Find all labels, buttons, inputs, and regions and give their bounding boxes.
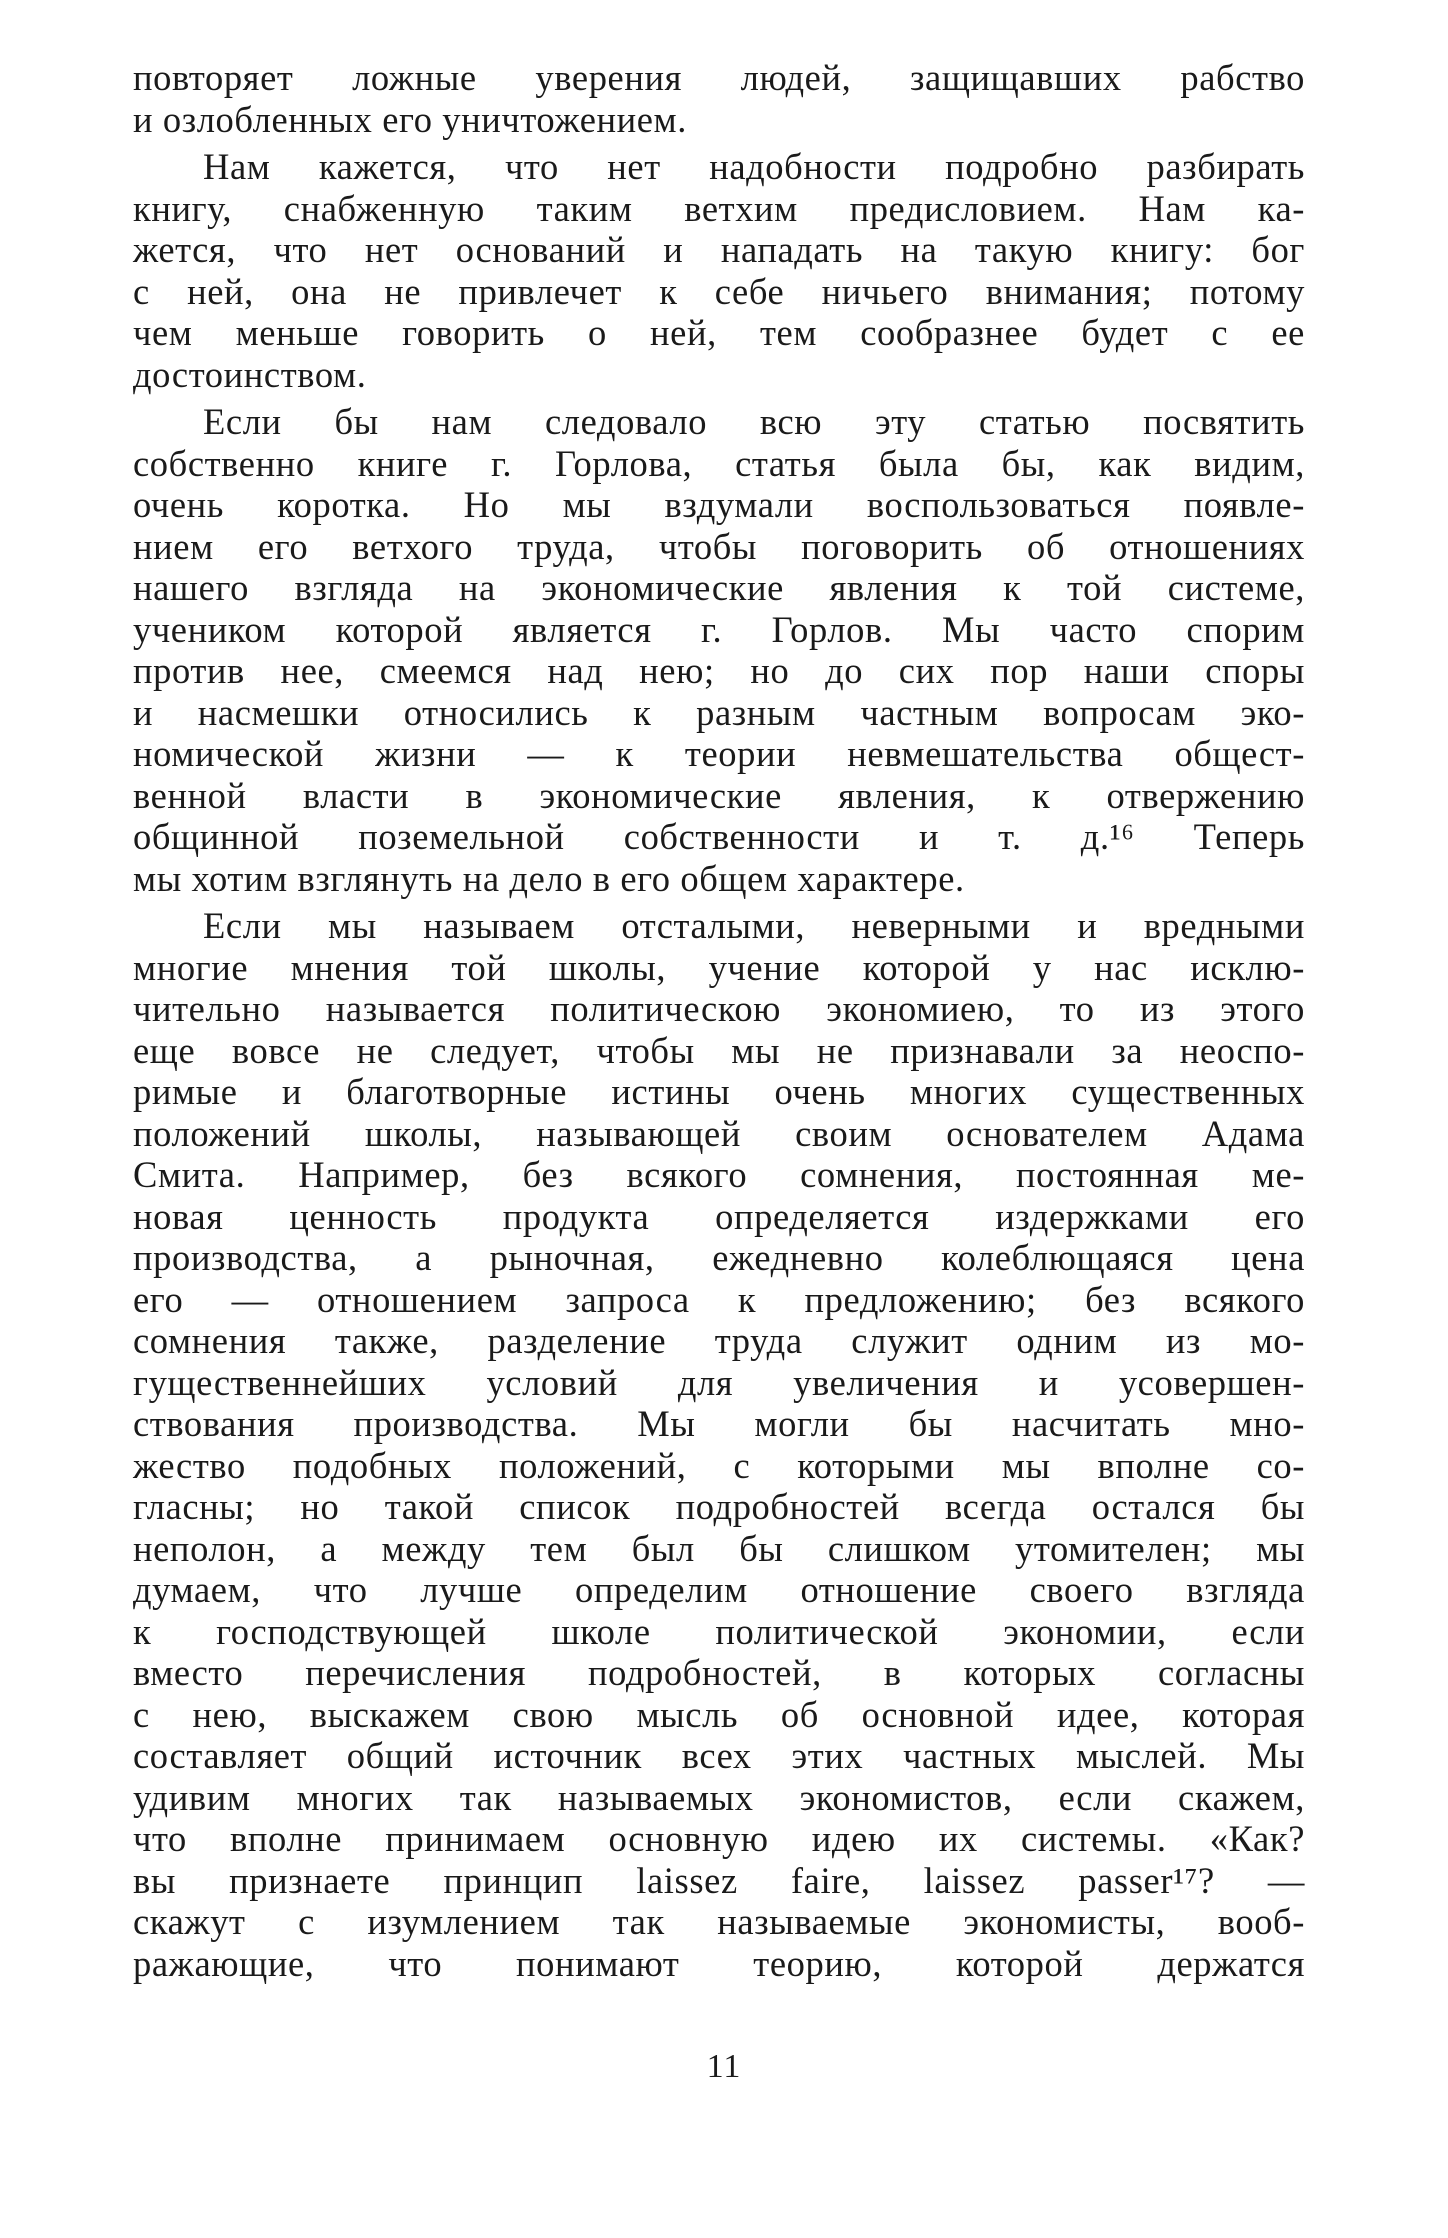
paragraph [133, 57, 1305, 140]
text-line: номической жизни — к теории невмешательства общест- [133, 733, 1305, 774]
text-line: очень коротка. Но мы вздумали воспользоваться появле- [133, 484, 1305, 525]
text-line: собственно книге г. Горлова, статья была бы, как видим, [133, 442, 1305, 484]
text-line: Смита. Например, без всякого сомнения, постоянная ме- [133, 1154, 1305, 1195]
text-line: положений школы, называющей своим основателем Адама [133, 1112, 1305, 1154]
text-line: нашего взгляда на экономические явления к той системе, [133, 567, 1305, 608]
text-line: гласны; но такой список подробностей всегда остался бы [133, 1486, 1305, 1527]
text-line: гущественнейших условий для увеличения и усовершен- [133, 1361, 1305, 1403]
paragraph [133, 146, 1305, 395]
text-line: с нею, выскажем свою мысль об основной идее, которая [133, 1693, 1305, 1735]
text-line: составляет общий источник всех этих частных мыслей. Мы [133, 1735, 1305, 1776]
text-line: общинной поземельной собственности и т. д.¹⁶ Теперь [133, 816, 1305, 857]
text-line: чем меньше говорить о ней, тем сообразнее будет с ее [133, 312, 1305, 353]
text-line: его — отношением запроса к предложению; без всякого [133, 1278, 1305, 1320]
text-line: скажут с изумлением так называемые экономисты, вооб- [133, 1901, 1305, 1942]
text-line: вместо перечисления подробностей, в которых согласны [133, 1652, 1305, 1693]
text-line: жество подобных положений, с которыми мы вполне со- [133, 1444, 1305, 1486]
text-line: мы хотим взглянуть на дело в его общем характере. [133, 857, 965, 899]
text-line: вы признаете принцип laissez faire, laissez passer¹⁷? — [133, 1859, 1305, 1901]
text-line: чительно называется политическою экономиею, то из этого [133, 988, 1305, 1029]
paragraph [133, 905, 1305, 1984]
text-line: неполон, а между тем был бы слишком утомителен; мы [133, 1527, 1305, 1569]
text-line: жется, что нет оснований и нападать на такую книгу: бог [133, 229, 1305, 270]
text-line: производства, а рыночная, ежедневно колеблющаяся цена [133, 1237, 1305, 1278]
text-line: новая ценность продукта определяется издержками его [133, 1195, 1305, 1237]
text-line: ражающие, что понимают теорию, которой держатся [133, 1942, 1305, 1984]
page-body [133, 57, 1305, 1984]
text-line: сомнения также, разделение труда служит одним из мо- [133, 1320, 1305, 1361]
paragraph [133, 401, 1305, 899]
text-line: многие мнения той школы, учение которой у нас исклю- [133, 946, 1305, 988]
text-line: достоинством. [133, 353, 367, 395]
text-line: еще вовсе не следует, чтобы мы не признавали за неоспо- [133, 1029, 1305, 1071]
page-number: 11 [706, 2048, 742, 2085]
text-line: удивим многих так называемых экономистов, если скажем, [133, 1776, 1305, 1818]
text-line: и озлобленных его уничтожением. [133, 98, 687, 140]
text-line: Если бы нам следовало всю эту статью посвятить [203, 401, 1305, 442]
text-line: к господствующей школе политической экономии, если [133, 1610, 1305, 1652]
text-line: римые и благотворные истины очень многих существенных [133, 1071, 1305, 1112]
text-line: венной власти в экономические явления, к отвержению [133, 774, 1305, 816]
text-line: и насмешки относились к разным частным вопросам эко- [133, 691, 1305, 733]
text-line: Нам кажется, что нет надобности подробно разбирать [203, 146, 1305, 187]
text-line: ствования производства. Мы могли бы насчитать мно- [133, 1403, 1305, 1444]
text-line: с ней, она не привлечет к себе ничьего внимания; потому [133, 270, 1305, 312]
text-line: книгу, снабженную таким ветхим предисловием. Нам ка- [133, 187, 1305, 229]
text-line: думаем, что лучше определим отношение своего взгляда [133, 1569, 1305, 1610]
text-line: что вполне принимаем основную идею их системы. «Как? [133, 1818, 1305, 1859]
text-line: повторяет ложные уверения людей, защищавших рабство [133, 57, 1305, 98]
text-line: нием его ветхого труда, чтобы поговорить об отношениях [133, 525, 1305, 567]
text-line: против нее, смеемся над нею; но до сих пор наши споры [133, 650, 1305, 691]
text-line: Если мы называем отсталыми, неверными и вредными [203, 905, 1305, 946]
text-line: учеником которой является г. Горлов. Мы часто спорим [133, 608, 1305, 650]
